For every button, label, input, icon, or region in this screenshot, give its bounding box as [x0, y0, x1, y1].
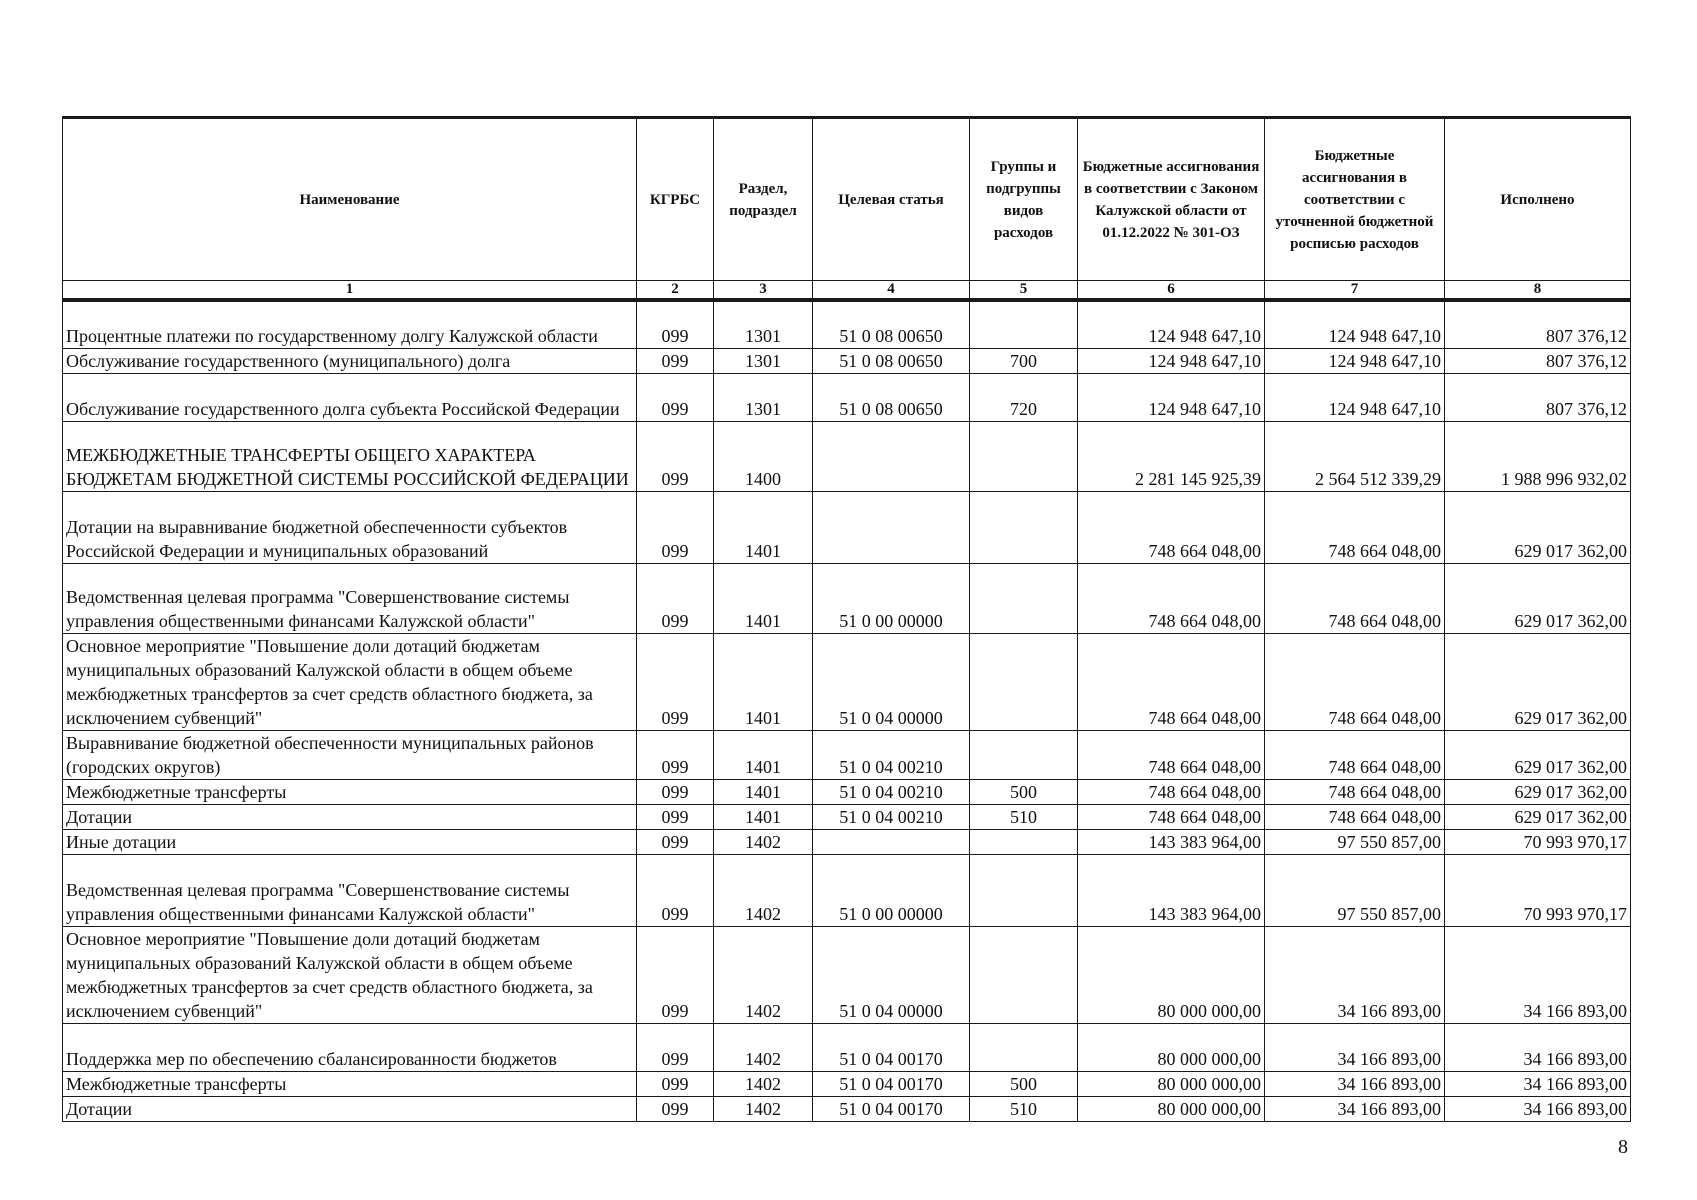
- row-kgrbs: 099: [637, 421, 714, 491]
- row-expense-group: [970, 730, 1078, 779]
- row-refined-amount: 124 948 647,10: [1265, 348, 1445, 373]
- row-target-article: [813, 421, 970, 491]
- row-executed-amount: 34 166 893,00: [1445, 1071, 1631, 1096]
- row-target-article: 51 0 08 00650: [813, 300, 970, 348]
- row-name: Обслуживание государственного долга субъекта Российской Федерации: [63, 373, 637, 421]
- header-kgrbs: КГРБС: [637, 118, 714, 281]
- row-section: 1401: [714, 491, 813, 563]
- row-kgrbs: 099: [637, 563, 714, 633]
- row-kgrbs: 099: [637, 804, 714, 829]
- row-expense-group: [970, 300, 1078, 348]
- header-law-allocations: Бюджетные ассигнования в соответствии с Законом Калужской области от 01.12.2022 № 301-ОЗ: [1078, 118, 1265, 281]
- row-law-amount: 748 664 048,00: [1078, 730, 1265, 779]
- column-number: 7: [1265, 281, 1445, 301]
- row-law-amount: 748 664 048,00: [1078, 563, 1265, 633]
- row-executed-amount: 1 988 996 932,02: [1445, 421, 1631, 491]
- row-kgrbs: 099: [637, 926, 714, 1023]
- row-kgrbs: 099: [637, 491, 714, 563]
- row-refined-amount: 748 664 048,00: [1265, 491, 1445, 563]
- row-section: 1402: [714, 829, 813, 854]
- row-kgrbs: 099: [637, 300, 714, 348]
- row-law-amount: 80 000 000,00: [1078, 926, 1265, 1023]
- column-number: 2: [637, 281, 714, 301]
- row-name: Межбюджетные трансферты: [63, 1071, 637, 1096]
- row-refined-amount: 748 664 048,00: [1265, 563, 1445, 633]
- row-executed-amount: 629 017 362,00: [1445, 779, 1631, 804]
- table-row: [63, 1071, 1631, 1096]
- table-row: [63, 491, 1631, 563]
- row-executed-amount: 70 993 970,17: [1445, 829, 1631, 854]
- row-executed-amount: 70 993 970,17: [1445, 854, 1631, 926]
- column-number: 6: [1078, 281, 1265, 301]
- table-row: [63, 421, 1631, 491]
- table-row: [63, 926, 1631, 1023]
- row-kgrbs: 099: [637, 1023, 714, 1071]
- row-section: 1402: [714, 1023, 813, 1071]
- row-expense-group: [970, 829, 1078, 854]
- row-target-article: 51 0 08 00650: [813, 348, 970, 373]
- row-executed-amount: 34 166 893,00: [1445, 1023, 1631, 1071]
- column-number: 5: [970, 281, 1078, 301]
- row-section: 1401: [714, 730, 813, 779]
- column-number: 4: [813, 281, 970, 301]
- row-name: Дотации: [63, 804, 637, 829]
- row-expense-group: [970, 926, 1078, 1023]
- row-executed-amount: 807 376,12: [1445, 373, 1631, 421]
- row-target-article: 51 0 08 00650: [813, 373, 970, 421]
- row-section: 1401: [714, 779, 813, 804]
- row-target-article: 51 0 04 00170: [813, 1071, 970, 1096]
- row-name: Ведомственная целевая программа "Совершенствование системы управления общественными финансами Калужской области": [63, 563, 637, 633]
- row-kgrbs: 099: [637, 730, 714, 779]
- row-section: 1400: [714, 421, 813, 491]
- row-name: Обслуживание государственного (муниципального) долга: [63, 348, 637, 373]
- row-target-article: 51 0 00 00000: [813, 563, 970, 633]
- row-name: Межбюджетные трансферты: [63, 779, 637, 804]
- row-refined-amount: 2 564 512 339,29: [1265, 421, 1445, 491]
- row-refined-amount: 124 948 647,10: [1265, 373, 1445, 421]
- row-target-article: [813, 829, 970, 854]
- page-number: 8: [1618, 1136, 1628, 1158]
- row-refined-amount: 748 664 048,00: [1265, 804, 1445, 829]
- row-refined-amount: 34 166 893,00: [1265, 1096, 1445, 1121]
- table-row: [63, 373, 1631, 421]
- row-section: 1402: [714, 926, 813, 1023]
- row-expense-group: [970, 563, 1078, 633]
- row-law-amount: 80 000 000,00: [1078, 1023, 1265, 1071]
- row-executed-amount: 629 017 362,00: [1445, 633, 1631, 730]
- row-name: Основное мероприятие "Повышение доли дотаций бюджетам муниципальных образований Калужской области в общем объеме межбюджетных трансфертов за счет средств областного бюджета, за исключением субвенций": [63, 926, 637, 1023]
- table-row: [63, 829, 1631, 854]
- row-law-amount: 80 000 000,00: [1078, 1071, 1265, 1096]
- row-law-amount: 143 383 964,00: [1078, 829, 1265, 854]
- row-expense-group: 720: [970, 373, 1078, 421]
- row-kgrbs: 099: [637, 1096, 714, 1121]
- row-law-amount: 748 664 048,00: [1078, 633, 1265, 730]
- row-expense-group: [970, 633, 1078, 730]
- row-executed-amount: 34 166 893,00: [1445, 926, 1631, 1023]
- table-row: [63, 730, 1631, 779]
- row-refined-amount: 748 664 048,00: [1265, 779, 1445, 804]
- table-row: [63, 300, 1631, 348]
- header-executed: Исполнено: [1445, 118, 1631, 281]
- row-refined-amount: 34 166 893,00: [1265, 926, 1445, 1023]
- row-law-amount: 143 383 964,00: [1078, 854, 1265, 926]
- row-expense-group: 500: [970, 1071, 1078, 1096]
- row-law-amount: 124 948 647,10: [1078, 373, 1265, 421]
- row-name: Основное мероприятие "Повышение доли дотаций бюджетам муниципальных образований Калужской области в общем объеме межбюджетных трансфертов за счет средств областного бюджета, за исключением субвенций": [63, 633, 637, 730]
- table-row: [63, 804, 1631, 829]
- table-row: [63, 563, 1631, 633]
- row-name: Поддержка мер по обеспечению сбалансированности бюджетов: [63, 1023, 637, 1071]
- row-refined-amount: 34 166 893,00: [1265, 1023, 1445, 1071]
- column-number: 1: [63, 281, 637, 301]
- header-section: Раздел, подраздел: [714, 118, 813, 281]
- row-section: 1301: [714, 300, 813, 348]
- row-name: Дотации на выравнивание бюджетной обеспеченности субъектов Российской Федерации и муниципальных образований: [63, 491, 637, 563]
- row-executed-amount: 807 376,12: [1445, 348, 1631, 373]
- row-refined-amount: 748 664 048,00: [1265, 730, 1445, 779]
- row-section: 1402: [714, 854, 813, 926]
- header-row: [63, 118, 1631, 281]
- row-executed-amount: 629 017 362,00: [1445, 804, 1631, 829]
- row-refined-amount: 97 550 857,00: [1265, 854, 1445, 926]
- row-target-article: 51 0 00 00000: [813, 854, 970, 926]
- row-law-amount: 748 664 048,00: [1078, 491, 1265, 563]
- row-target-article: 51 0 04 00000: [813, 926, 970, 1023]
- row-expense-group: 510: [970, 804, 1078, 829]
- table-row: [63, 1023, 1631, 1071]
- row-law-amount: 2 281 145 925,39: [1078, 421, 1265, 491]
- column-number: 3: [714, 281, 813, 301]
- table-row: [63, 779, 1631, 804]
- row-executed-amount: 34 166 893,00: [1445, 1096, 1631, 1121]
- table-row: [63, 1096, 1631, 1121]
- row-name: Выравнивание бюджетной обеспеченности муниципальных районов (городских округов): [63, 730, 637, 779]
- row-section: 1301: [714, 348, 813, 373]
- row-section: 1401: [714, 633, 813, 730]
- row-executed-amount: 629 017 362,00: [1445, 563, 1631, 633]
- table-row: [63, 633, 1631, 730]
- row-expense-group: 700: [970, 348, 1078, 373]
- row-section: 1401: [714, 804, 813, 829]
- row-expense-group: [970, 1023, 1078, 1071]
- row-expense-group: 510: [970, 1096, 1078, 1121]
- row-target-article: 51 0 04 00170: [813, 1096, 970, 1121]
- row-name: Ведомственная целевая программа "Совершенствование системы управления общественными финансами Калужской области": [63, 854, 637, 926]
- row-section: 1401: [714, 563, 813, 633]
- header-target-article: Целевая статья: [813, 118, 970, 281]
- budget-table: [62, 116, 1631, 1122]
- row-executed-amount: 807 376,12: [1445, 300, 1631, 348]
- row-expense-group: [970, 421, 1078, 491]
- row-law-amount: 124 948 647,10: [1078, 348, 1265, 373]
- row-kgrbs: 099: [637, 348, 714, 373]
- row-refined-amount: 97 550 857,00: [1265, 829, 1445, 854]
- table-row: [63, 854, 1631, 926]
- row-refined-amount: 748 664 048,00: [1265, 633, 1445, 730]
- row-target-article: 51 0 04 00170: [813, 1023, 970, 1071]
- row-name: Процентные платежи по государственному долгу Калужской области: [63, 300, 637, 348]
- row-section: 1402: [714, 1071, 813, 1096]
- row-executed-amount: 629 017 362,00: [1445, 491, 1631, 563]
- header-refined-allocations: Бюджетные ассигнования в соответствии с уточненной бюджетной росписью расходов: [1265, 118, 1445, 281]
- row-expense-group: [970, 491, 1078, 563]
- row-expense-group: 500: [970, 779, 1078, 804]
- row-name: МЕЖБЮДЖЕТНЫЕ ТРАНСФЕРТЫ ОБЩЕГО ХАРАКТЕРА БЮДЖЕТАМ БЮДЖЕТНОЙ СИСТЕМЫ РОССИЙСКОЙ ФЕДЕРАЦИИ: [63, 421, 637, 491]
- header-expense-groups: Группы и подгруппы видов расходов: [970, 118, 1078, 281]
- row-kgrbs: 099: [637, 779, 714, 804]
- row-expense-group: [970, 854, 1078, 926]
- row-kgrbs: 099: [637, 829, 714, 854]
- column-number: 8: [1445, 281, 1631, 301]
- row-kgrbs: 099: [637, 373, 714, 421]
- row-executed-amount: 629 017 362,00: [1445, 730, 1631, 779]
- row-name: Дотации: [63, 1096, 637, 1121]
- row-target-article: 51 0 04 00210: [813, 804, 970, 829]
- row-law-amount: 80 000 000,00: [1078, 1096, 1265, 1121]
- table-body: [63, 300, 1631, 1121]
- row-target-article: 51 0 04 00210: [813, 730, 970, 779]
- row-kgrbs: 099: [637, 1071, 714, 1096]
- row-target-article: [813, 491, 970, 563]
- table-row: [63, 348, 1631, 373]
- row-law-amount: 124 948 647,10: [1078, 300, 1265, 348]
- row-law-amount: 748 664 048,00: [1078, 804, 1265, 829]
- row-refined-amount: 34 166 893,00: [1265, 1071, 1445, 1096]
- row-target-article: 51 0 04 00000: [813, 633, 970, 730]
- row-kgrbs: 099: [637, 633, 714, 730]
- row-refined-amount: 124 948 647,10: [1265, 300, 1445, 348]
- row-name: Иные дотации: [63, 829, 637, 854]
- row-target-article: 51 0 04 00210: [813, 779, 970, 804]
- column-number-row: [63, 281, 1631, 301]
- row-kgrbs: 099: [637, 854, 714, 926]
- row-section: 1402: [714, 1096, 813, 1121]
- row-section: 1301: [714, 373, 813, 421]
- row-law-amount: 748 664 048,00: [1078, 779, 1265, 804]
- header-name: Наименование: [63, 118, 637, 281]
